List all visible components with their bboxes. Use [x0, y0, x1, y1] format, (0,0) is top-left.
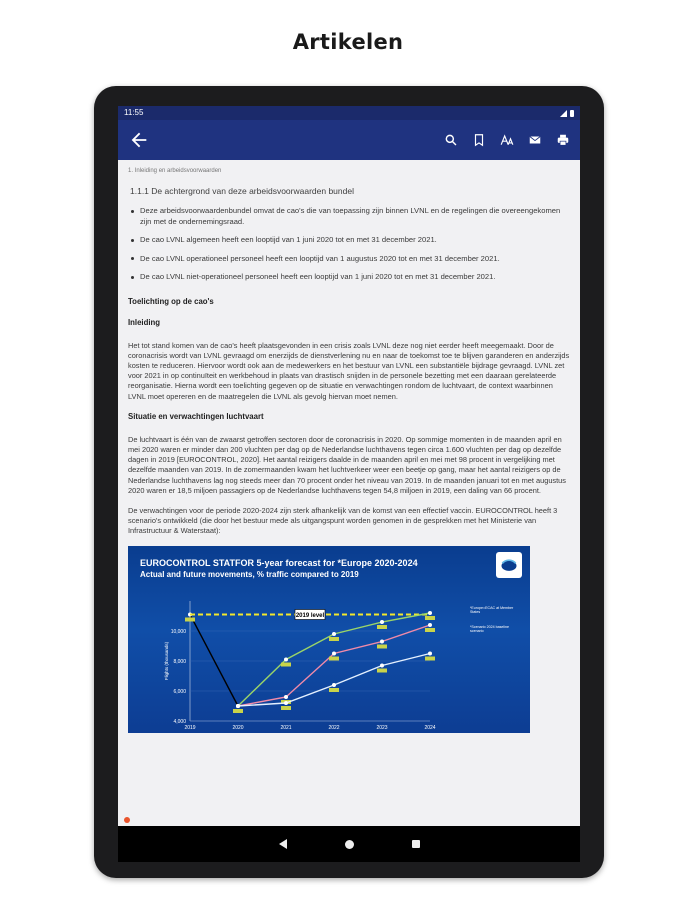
data-point: [332, 651, 336, 655]
data-label-marker: [377, 625, 387, 629]
x-tick-label: 2020: [232, 724, 244, 731]
text-size-icon[interactable]: [496, 129, 518, 151]
data-point: [380, 639, 384, 643]
section-heading: 1.1.1 De achtergrond van deze arbeidsvoorwaarden bundel: [130, 186, 354, 196]
data-label-marker: [425, 616, 435, 620]
signal-icon: [560, 110, 567, 117]
y-tick-label: 4,000: [173, 718, 186, 725]
data-label-marker: [329, 637, 339, 641]
data-point: [380, 620, 384, 624]
annotation-label: 2019 level: [295, 612, 325, 619]
y-tick-label: 6,000: [173, 688, 186, 695]
list-item: Deze arbeidsvoorwaardenbundel omvat de cao's die van toepassing zijn binnen LVNL en de regelingen die overeengekomen zijn met de ondernemingsraad.: [128, 206, 570, 227]
list-item: De cao LVNL niet-operationeel personeel heeft een looptijd van 1 juni 2020 tot en met 31 december 2021.: [128, 272, 570, 283]
legend-entry: *Europe=ECAC at Member States: [470, 605, 514, 615]
heading-situatie: Situatie en verwachtingen luchtvaart: [128, 411, 264, 421]
battery-icon: [570, 110, 574, 117]
bullet-list: [128, 206, 570, 283]
data-label-marker: [185, 617, 195, 621]
data-point: [428, 651, 432, 655]
x-tick-label: 2024: [424, 724, 436, 731]
chart-subtitle: Actual and future movements, % traffic compared to 2019: [140, 569, 359, 579]
data-label-marker: [281, 662, 291, 666]
breadcrumb[interactable]: 1. Inleiding en arbeidsvoorwaarden: [128, 168, 222, 174]
app-toolbar: [118, 120, 580, 160]
data-point: [332, 683, 336, 687]
paragraph-inleiding: Het tot stand komen van de cao's heeft plaatsgevonden in een crisis zoals LVNL deze nog niet eerder heeft meegemaakt. Door de coronacrisis wordt van LVNL gevraagd om enerzijds de dienstverlening nu en naar de toekomst toe te blijven garanderen en anderzijds kosten te reduceren. Hiervoor wordt ook aan de medewerkers en het bestuur van LVNL een substantiële bijdrage gevraagd. LVNL zet voor 2021 in op continuïteit en werkbehoud in plaats van drastisch snijden in de personele bezetting met een daaraan gerelateerde reorganisatie. Hierna wordt een toelichting gegeven op de situatie en verwachtingen rondom de luchtvaart, de context waarbinnen LVNL moet opereren en de maatregelen die LVNL als gevolg hiervan moet nemen.: [128, 340, 570, 401]
data-point: [428, 623, 432, 627]
data-point: [332, 632, 336, 636]
data-point: [284, 701, 288, 705]
y-axis-label: Flights (thousands): [164, 641, 169, 680]
data-point: [284, 695, 288, 699]
chart-legend: [470, 606, 520, 644]
bookmark-icon[interactable]: [468, 129, 490, 151]
data-label-marker: [329, 656, 339, 660]
y-tick-label: 8,000: [173, 658, 186, 665]
reading-progress[interactable]: [118, 814, 580, 826]
data-point: [380, 663, 384, 667]
print-icon[interactable]: [552, 129, 574, 151]
data-label-marker: [233, 709, 243, 713]
status-bar: [118, 106, 580, 120]
search-icon[interactable]: [440, 129, 462, 151]
x-tick-label: 2019: [184, 724, 196, 731]
data-point: [236, 704, 240, 708]
data-label-marker: [329, 688, 339, 692]
list-item: De cao LVNL algemeen heeft een looptijd van 1 juni 2020 tot en met 31 december 2021.: [128, 235, 570, 246]
x-tick-label: 2022: [328, 724, 340, 731]
forecast-chart[interactable]: [128, 546, 530, 733]
nav-recent-apps-icon[interactable]: [412, 840, 420, 848]
tablet-frame: [94, 86, 604, 878]
x-tick-label: 2021: [280, 724, 292, 731]
paragraph-situatie: De luchtvaart is één van de zwaarst getroffen sectoren door de coronacrisis in 2020. Op sommige momenten in de maanden april en mei 2020 waren er minder dan 200 vluchten per dag op de Nederlandse luchthavens tegen circa 1.600 vluchten per dag op dezelfde dagen in 2019 [EUROCONTROL, 2020]. Het aantal reizigers daalde in de maanden april en mei met 98 procent in vergelijking met dezelfde maanden van 2019. In de zomermaanden kwam het luchtverkeer weer een beetje op gang, maar het aantal reizigers op de Nederlandse luchthavens lag nog steeds meer dan 70 procent onder het niveau van 2019. In de maanden januari tot en met augustus 2020 waren er 18,5 miljoen passagiers op de Nederlandse luchthavens tegen 54,8 miljoen in 2019, een daling van 66 procent.: [128, 434, 566, 495]
data-label-marker: [425, 656, 435, 660]
paragraph-verwachtingen: De verwachtingen voor de periode 2020-2024 zijn sterk afhankelijk van de komst van een effectief vaccin. EUROCONTROL heeft 3 scenario's ontwikkeld (die door het bestuur mede als uitgangspunt worden genomen in de gesprekken met het Ministerie van Infrastructuur & Waterstaat):: [128, 505, 558, 536]
chart-title: EUROCONTROL STATFOR 5-year forecast for *Europe 2020-2024: [140, 557, 418, 568]
data-point: [284, 657, 288, 661]
list-item: De cao LVNL operationeel personeel heeft een looptijd van 1 augustus 2020 tot en met 31 december 2021.: [128, 254, 570, 265]
heading-inleiding: Inleiding: [128, 317, 161, 327]
store-page-title: Artikelen: [292, 30, 404, 54]
system-navigation-bar: [118, 826, 580, 862]
series-line: [190, 614, 238, 706]
series-line: [238, 653, 430, 706]
mail-icon[interactable]: [524, 129, 546, 151]
y-tick-label: 10,000: [170, 628, 186, 635]
device-screen: [118, 106, 580, 862]
data-label-marker: [425, 628, 435, 632]
data-label-marker: [377, 668, 387, 672]
data-point: [428, 611, 432, 615]
article-content: [118, 160, 580, 824]
nav-home-icon[interactable]: [345, 840, 354, 849]
x-tick-label: 2023: [376, 724, 388, 731]
progress-indicator[interactable]: [124, 817, 130, 823]
data-label-marker: [281, 706, 291, 710]
data-label-marker: [377, 644, 387, 648]
status-time: 11:55: [124, 108, 144, 117]
back-arrow-icon[interactable]: [128, 129, 150, 151]
legend-entry: *Scenario 2024 baseline scenario: [470, 624, 509, 634]
heading-toelichting: Toelichting op de cao's: [128, 296, 214, 306]
nav-back-icon[interactable]: [279, 839, 287, 849]
